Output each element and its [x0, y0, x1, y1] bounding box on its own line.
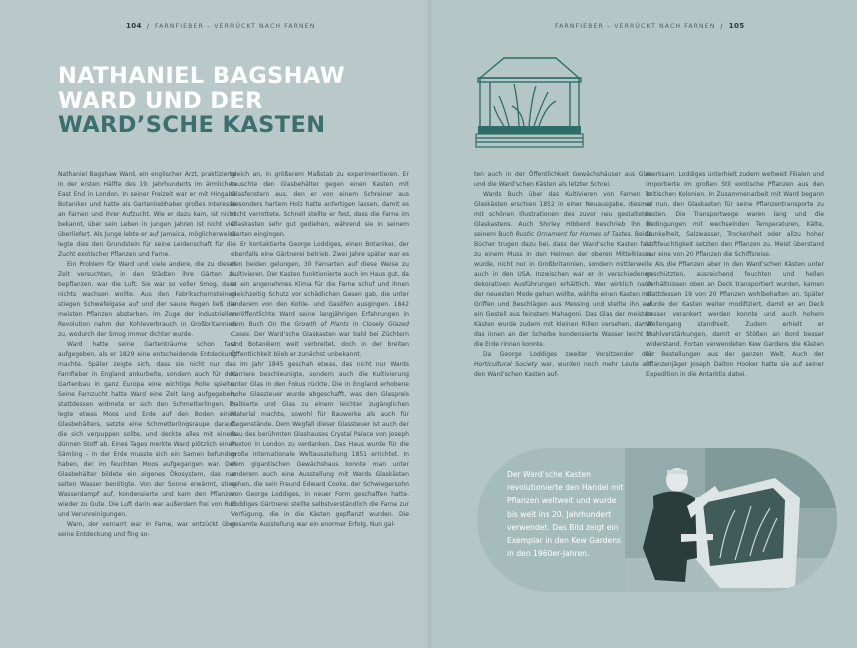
- body-column-4: [646, 170, 824, 380]
- text-run: Wards Buch über das Kultivieren von Farnen in Glaskästen erschien 1852 in einer Neuausgabe, diesmal mit schönen Illustrationen des zuvor neu gestalteten Glaskastens. Auch Shirley Hibberd beschrieb ihn in seinem Buch: [474, 191, 652, 238]
- figure-caption-box: [477, 448, 837, 592]
- paragraph: [474, 350, 652, 380]
- paragraph: merksam. Loddiges unterhielt zudem weltweit Filialen und importierte im großen Stil exotische Pflanzen aus den britischen Kolonien. In Zusammenarbeit mit Ward begann er nun, den Glaskasten für seine Pflanzentransporte zu testen. Die Transportwege waren lang und die Bedingungen mit wechselnden Temperaturen, Kälte, Dunkelheit, Salzwasser, Trockenheit oder allzu hoher Luftfeuchtigkeit setzten den Pflanzen zu. Meist überstand nur eine von 20 Pflanzen die Schiffsreise.: [646, 171, 824, 258]
- society-name-italic: Horticultural Society: [474, 361, 538, 368]
- man-with-wardian-case-photo: [625, 448, 837, 592]
- title-line-1: NATHANIEL BAGSHAW: [58, 63, 345, 89]
- separator: /: [720, 23, 724, 30]
- chapter-title: [58, 64, 345, 138]
- running-head-left: [126, 22, 316, 30]
- page-number: 105: [728, 22, 745, 30]
- title-line-2: WARD UND DER: [58, 87, 263, 114]
- paragraph: [231, 240, 409, 360]
- book-title: FARNFIEBER – VERRÜCKT NACH FARNEN: [555, 23, 716, 30]
- paragraph: Als die Pflanzen aber in den Ward’schen Kästen unter geschützten, ausreichend feuchten und hellen Verhältnissen oben an Deck transportiert wurden, kamen stattdessen 19 von 20 Pflanzen wohlbehalten an. Später wurde der Kasten weiter modifiziert, damit er an Deck besser verankert werden konnte und auch hohem Wellengang standhielt. Zudem erhielt er Stahlverstärkungen, damit er Stößen an Bord besser widerstand. Fortan verwendeten Kew Gardens die Kästen für Bestellungen aus der ganzen Welt. Auch der Pflanzenjäger Joseph Dalton Hooker hatte sie auf seiner Expedition in die Antarktis dabei.: [646, 261, 824, 378]
- wardian-case-illustration-icon: [474, 56, 586, 154]
- figure-caption: Der Ward’sche Kasten revolutionierte den Handel mit Pflanzen weltweit und wurde bis weit ins 20. Jahrhundert verwendet. Das Bild zeigt ein Exemplar in den Kew Gardens in den 1960er-Jahren.: [507, 470, 624, 559]
- text-run: Er kontaktierte George Loddiges, einen Botaniker, der ebenfalls eine Gärtnerei betrieb. Zwei Jahre später war es den beiden gelungen, 30 Farnarten auf diese Weise zu kultivieren. Der Kasten funktionierte auch im Haus gut, da er ein angenehmes Klima für die Farne schuf und ihnen gleichzeitig Schutz vor schädlichen Gasen gab, die unter anderem von den Kohle- und Gasöfen ausgingen. 1842 veröffentlichte Ward seine langjährigen Erfahrungen in dem Buch: [231, 241, 409, 328]
- paragraph: gleich an, in größerem Maßstab zu experimentieren. Er tauschte den Glasbehälter gegen einen Kasten mit Glasfenstern aus, den er von einem Schreiner aus besonders hartem Holz hatte anfertigen lassen, damit es nicht verrottete. Schnell stellte er fest, dass die Farne im Glaskasten sehr gut gediehen, während sie in seinem Garten eingingen.: [231, 171, 409, 238]
- body-column-1: [58, 170, 236, 540]
- right-page: [429, 0, 857, 648]
- book-title-italic: On the Growth of Plants in Closely Glazed Cases: [231, 321, 409, 338]
- paragraph: Nathaniel Bagshaw Ward, ein englischer Arzt, praktizierte in der ersten Hälfte des 19. Jahrhunderts im ärmlichen East End in London. In seiner Freizeit war er mit Hingabe Botaniker und hatte als Gartenliebhaber großes Interesse an Farnen und ihrer Aufzucht. Wie er dazu kam, ist nicht bekannt, über sein Leben in jungen Jahren ist nicht viel überliefert. Als Junge lebte er auf Jamaica, möglicherweise legte dies den Grundstein für seine Leidenschaft für die Zucht exotischer Pflanzen und Farne.: [58, 171, 236, 258]
- text-run: . Der Ward’sche Glaskasten war bald bei Züchtern und Botanikern weit verbreitet, doch in der breiten Öffentlichkeit blieb er zunächst unbekannt.: [231, 331, 409, 358]
- paragraph: Im Jahr 1845 geschah etwas, das nicht nur Wards Karriere beschleunigte, sondern auch die Kultivierung unter Glas in den Fokus rückte. Die in England erhobene hohe Glassteuer wurde abgeschafft, was den Glaspreis halbierte und Glas zu einem leichter zugänglichen Material machte, sowohl für Bauwerke als auch für Gegenstände. Dem Wegfall dieser Glassteuer ist auch der Bau des berühmten Glashauses Crystal Palace von Joseph Paxton in London zu verdanken. Das Haus wurde für die große internationale Weltausstellung 1851 errichtet. In dem gigantischen Gewächshaus konnte man unter anderem auch eine Ausstellung mit Wards Glaskästen sehen, die sein Freund Edward Cooke, der Schwiegersohn von George Loddiges, in neuer Form geschaffen hatte. Loddiges Gärtnerei stellte selbstverständlich die Farne zur Verfügung, die in die Kästen gepflanzt wurden. Die gesamte Ausstellung war ein enormer Erfolg. Nun gal-: [231, 361, 409, 528]
- text-run: . Beide Bücher trugen dazu bei, dass der Ward’sche Kasten fast zu einem Muss in den Heimen der oberen Mittelklasse wurde, nicht nur in Großbritannien, sondern mittlerweile auch in den USA. Inzwischen war er in verschiedenen dekorativen Ausführungen erhältlich. Wer wirklich nach der neuesten Mode gehen wollte, wählte einen Kasten mit Griffen und Beschlägen aus Messing und stellte ihn auf ein Gestell aus feinstem Mahagoni. Das Glas der meisten Kästen wurde zudem mit kleinen Rillen versehen, damit das innen an der Scheibe kondensierte Wasser leicht in die Erde rinnen konnte.: [474, 231, 652, 348]
- separator: /: [146, 23, 150, 30]
- book-title: FARNFIEBER – VERRÜCKT NACH FARNEN: [155, 23, 316, 30]
- paragraph: Warn, der vernarrt war in Farne, war entzückt über seine Entdeckung und fing so-: [58, 521, 236, 538]
- paragraph: Ein Problem für Ward und viele andere, die zu dieser Zeit versuchten, in den Städten ihre Gärten zu bepflanzen, war die Luft: Sie war so voller Smog, dass nichts wachsen wollte. Aus den Fabrikschornsteinen stiegen Schwefelgase auf und der saure Regen ließ die meisten Pflanzen absterben. Im Zuge der industriellen Revolution nahm der Kohleverbrauch in Großbritannien zu, wodurch der Smog immer dichter wurde.: [58, 261, 236, 338]
- book-title-italic: Rustic Ornament for Homes of Tastes: [515, 231, 631, 238]
- page-gutter: [424, 0, 434, 648]
- text-run: Da George Loddiges zweiter Vorsitzender der: [483, 351, 652, 358]
- title-line-3: WARD’SCHE KASTEN: [58, 112, 326, 138]
- paragraph: Ward hatte seine Gartenträume schon fast aufgegeben, als er 1829 eine entscheidende Entdeckung machte. Später zeigte sich, dass sie nicht nur das Farnfieber in England ankurbelte, sondern auch für den Gartenbau in ganz Europa eine wichtige Rolle spielte. Seine Farnzucht hatte Ward eine Zeit lang aufgegeben, stattdessen widmete er sich den Schmetterlingen. Er legte etwas Moos und Erde auf den Boden eines Glasbehälters, setzte eine Schmetterlingsraupe darauf, die sich verpuppen sollte, und deckte alles mit einem dünnen Stoff ab. Eines Tages merkte Ward plötzlich einen Sämling – in der Erde musste sich ein Samen befunden haben, der im feuchten Moos aufgegangen war. Der Glasbehälter bildete ein eigenes Ökosystem, das nur selten Wasser benötigte. Von der Sonne erwärmt, stieg Wasserdampf auf, kondensierte und kam den Pflanzen wieder zu Gute. Die Luft darin war außerdem frei von Ruß und Verunreinigungen.: [58, 341, 236, 518]
- paragraph: ten auch in der Öffentlichkeit Gewächshäuser aus Glas und die Ward’schen Kästen als letzter Schrei.: [474, 171, 652, 188]
- page-number: 104: [126, 22, 142, 30]
- text-run: war, wurden noch mehr Leute auf den Ward’schen Kasten auf-: [474, 361, 652, 378]
- body-column-3: [474, 170, 652, 380]
- body-column-2: [231, 170, 409, 530]
- paragraph: [474, 190, 652, 350]
- running-head-right: [555, 22, 745, 30]
